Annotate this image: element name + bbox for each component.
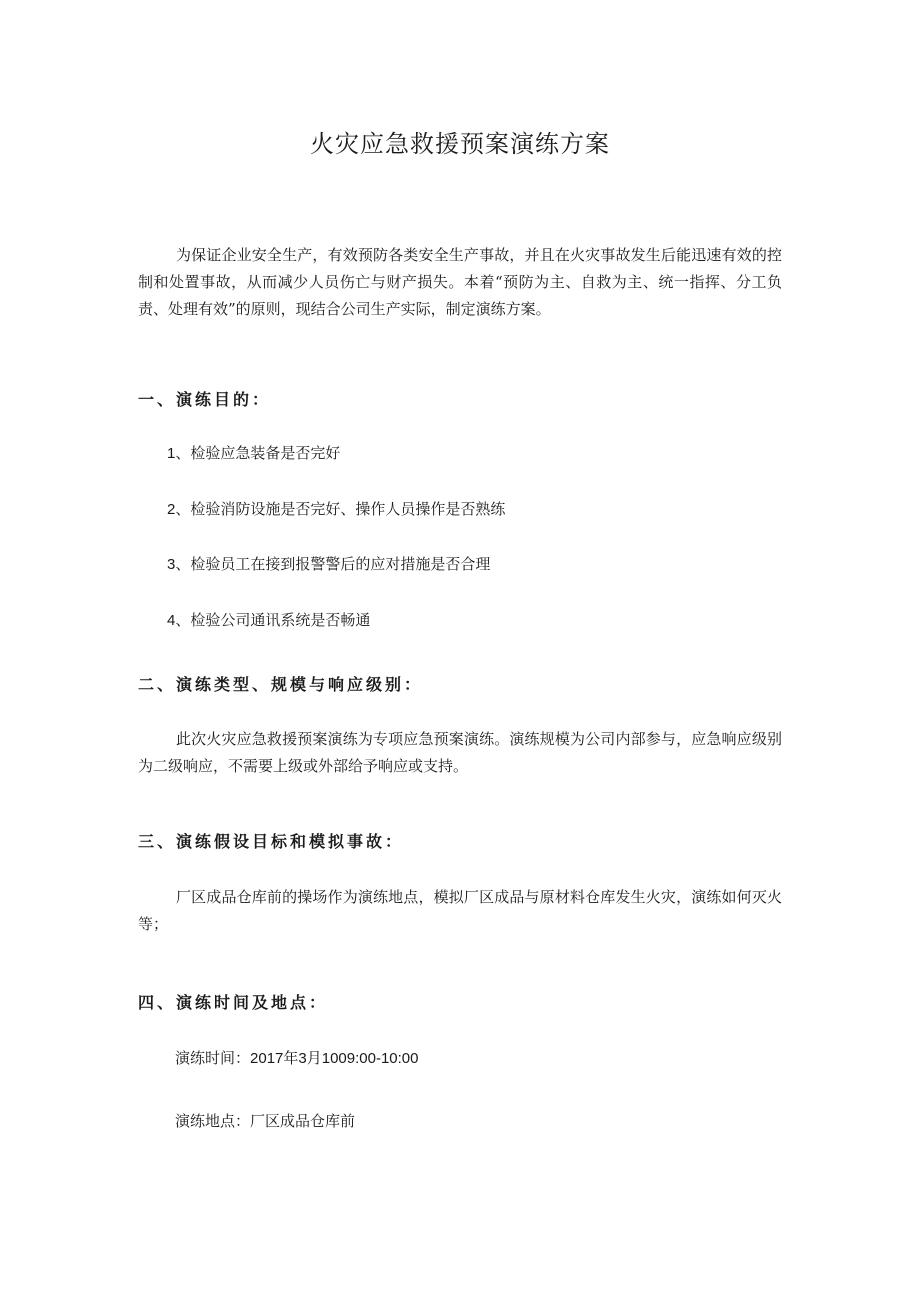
- list-item-text: 、检验消防设施是否完好、操作人员操作是否熟练: [175, 500, 506, 518]
- section-2-heading: 二、演练类型、规模与响应级别：: [138, 675, 424, 694]
- list-item: [167, 552, 490, 577]
- drill-time-line: [175, 1046, 418, 1071]
- list-item-number: 1: [167, 445, 176, 462]
- drill-place-value: 厂区成品仓库前: [250, 1112, 356, 1130]
- section-3-paragraph: 厂区成品仓库前的操场作为演练地点，模拟厂区成品与原材料仓库发生火灾，演练如何灭火等；: [138, 888, 782, 933]
- list-item-number: 3: [167, 556, 176, 573]
- section-4-heading: 四、演练时间及地点：: [138, 993, 329, 1012]
- drill-place-line: [175, 1109, 355, 1133]
- list-item: [167, 441, 340, 466]
- intro-paragraph: 为保证企业安全生产，有效预防各类安全生产事故，并且在火灾事故发生后能迅速有效的控制和处置事故，从而减少人员伤亡与财产损失。本着“预防为主、自救为主、统一指挥、分工负责、处理有效”的原则，现结合公司生产实际，制定演练方案。: [138, 246, 782, 318]
- list-item-text: 、检验员工在接到报警警后的应对措施是否合理: [175, 555, 491, 573]
- list-item-text: 、检验应急装备是否完好: [175, 444, 341, 462]
- list-item-number: 4: [167, 612, 176, 629]
- list-item-number: 2: [167, 501, 176, 518]
- drill-time-label: 演练时间：: [175, 1049, 251, 1067]
- section-1-heading: 一、演练目的：: [138, 390, 272, 409]
- list-item: [167, 497, 505, 522]
- section-3-heading: 三、演练假设目标和模拟事故：: [138, 832, 405, 851]
- section-2-paragraph: 此次火灾应急救援预案演练为专项应急预案演练。演练规模为公司内部参与，应急响应级别为二级响应，不需要上级或外部给予响应或支持。: [138, 730, 782, 775]
- drill-place-label: 演练地点：: [175, 1112, 251, 1130]
- list-item-text: 、检验公司通讯系统是否畅通: [175, 611, 371, 629]
- drill-time-value: 2017年3月1009:00-10:00: [250, 1050, 419, 1067]
- document-title: 火灾应急救援预案演练方案: [310, 130, 610, 158]
- list-item: [167, 608, 370, 633]
